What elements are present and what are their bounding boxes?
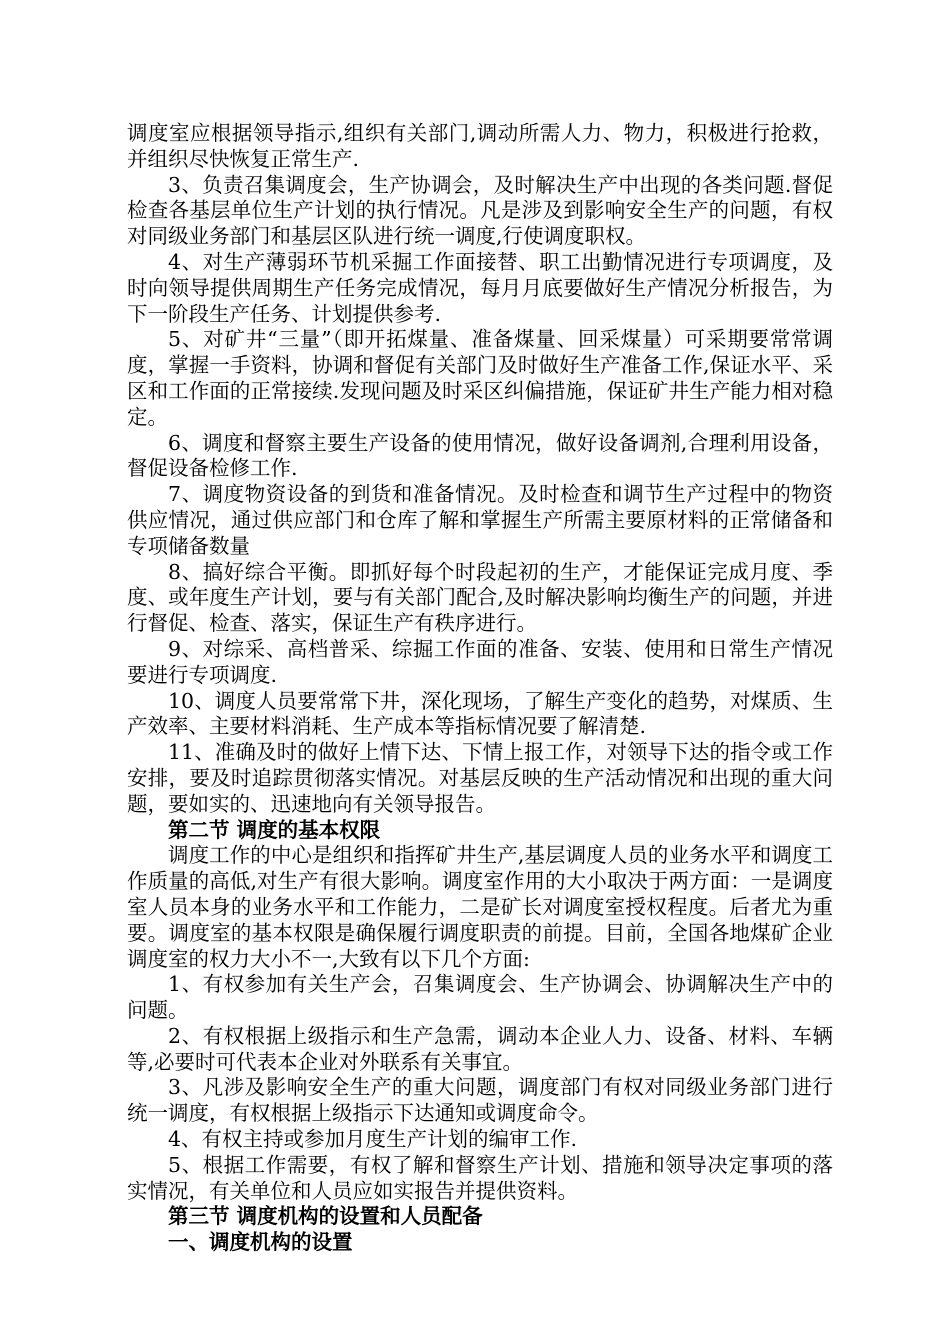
paragraph-2: 3、负责召集调度会，生产协调会，及时解决生产中出现的各类问题.督促检查各基层单位生产计划的执行情况。凡是涉及到影响安全生产的问题，有权对同级业务部门和基层区队进行统一调度,行使调度职权。 [127,172,833,249]
paragraph-10: 11、准确及时的做好上情下达、下情上报工作，对领导下达的指令或工作安排，要及时追踪贯彻落实情况。对基层反映的生产活动情况和出现的重大问题，要如实的、迅速地向有关领导报告。 [127,740,833,816]
paragraph-14: 3、凡涉及影响安全生产的重大问题，调度部门有权对同级业务部门进行统一调度，有权根据上级指示下达通知或调度命令。 [127,1075,833,1126]
paragraph-6: 7、调度物资设备的到货和准备情况。及时检查和调节生产过程中的物资供应情况，通过供应部门和仓库了解和掌握生产所需主要原材料的正常储备和专项储备数量 [127,482,833,558]
paragraph-12: 1、有权参加有关生产会，召集调度会、生产协调会、协调解决生产中的问题。 [127,972,833,1023]
paragraph-1: 调度室应根据领导指示,组织有关部门,调动所需人力、物力，积极进行抢救，并组织尽快恢复正常生产. [127,121,833,171]
paragraph-4: 5、对矿井“三量”（即开拓煤量、准备煤量、回采煤量）可采期要常常调度，掌握一手资料，协调和督促有关部门及时做好生产准备工作,保证水平、采区和工作面的正常接续.发现问题及时采区纠偏措施，保证矿井生产能力相对稳定。 [127,327,833,429]
paragraph-5: 6、调度和督察主要生产设备的使用情况，做好设备调剂,合理利用设备，督促设备检修工作. [127,430,833,481]
paragraph-3: 4、对生产薄弱环节机采掘工作面接替、职工出勤情况进行专项调度，及时向领导提供周期生产任务完成情况，每月月底要做好生产情况分析报告，为下一阶段生产任务、计划提供参考. [127,249,833,326]
paragraph-9: 10、调度人员要常常下井，深化现场，了解生产变化的趋势，对煤质、生产效率、主要材料消耗、生产成本等指标情况要了解清楚. [127,688,833,739]
paragraph-13: 2、有权根据上级指示和生产急需，调动本企业人力、设备、材料、车辆等,必要时可代表本企业对外联系有关事宜。 [127,1023,833,1074]
paragraph-7: 8、搞好综合平衡。即抓好每个时段起初的生产，才能保证完成月度、季度、或年度生产计划，要与有关部门配合,及时解决影响均衡生产的问题，并进行督促、检查、落实，保证生产有秩序进行。 [127,559,833,636]
section-heading-3: 第三节 调度机构的设置和人员配备 [168,1204,483,1229]
section-heading-2: 第二节 调度的基本权限 [168,817,381,842]
document-body [127,121,833,1256]
paragraph-16: 5、根据工作需要，有权了解和督察生产计划、措施和领导决定事项的落实情况，有关单位和人员应如实报告并提供资料。 [127,1152,833,1203]
paragraph-8: 9、对综采、高档普采、综掘工作面的准备、安装、使用和日常生产情况要进行专项调度. [127,636,833,687]
paragraph-15: 4、有权主持或参加月度生产计划的编审工作. [168,1127,578,1152]
paragraph-11: 调度工作的中心是组织和指挥矿井生产,基层调度人员的业务水平和调度工作质量的高低,对生产有很大影响。调度室作用的大小取决于两方面：一是调度室人员本身的业务水平和工作能力，二是矿长对调度室授权程度。后者尤为重要。调度室的基本权限是确保履行调度职责的前提。目前，全国各地煤矿企业调度室的权力大小不一,大致有以下几个方面: [127,843,833,971]
subsection-heading-1: 一、调度机构的设置 [168,1230,353,1255]
